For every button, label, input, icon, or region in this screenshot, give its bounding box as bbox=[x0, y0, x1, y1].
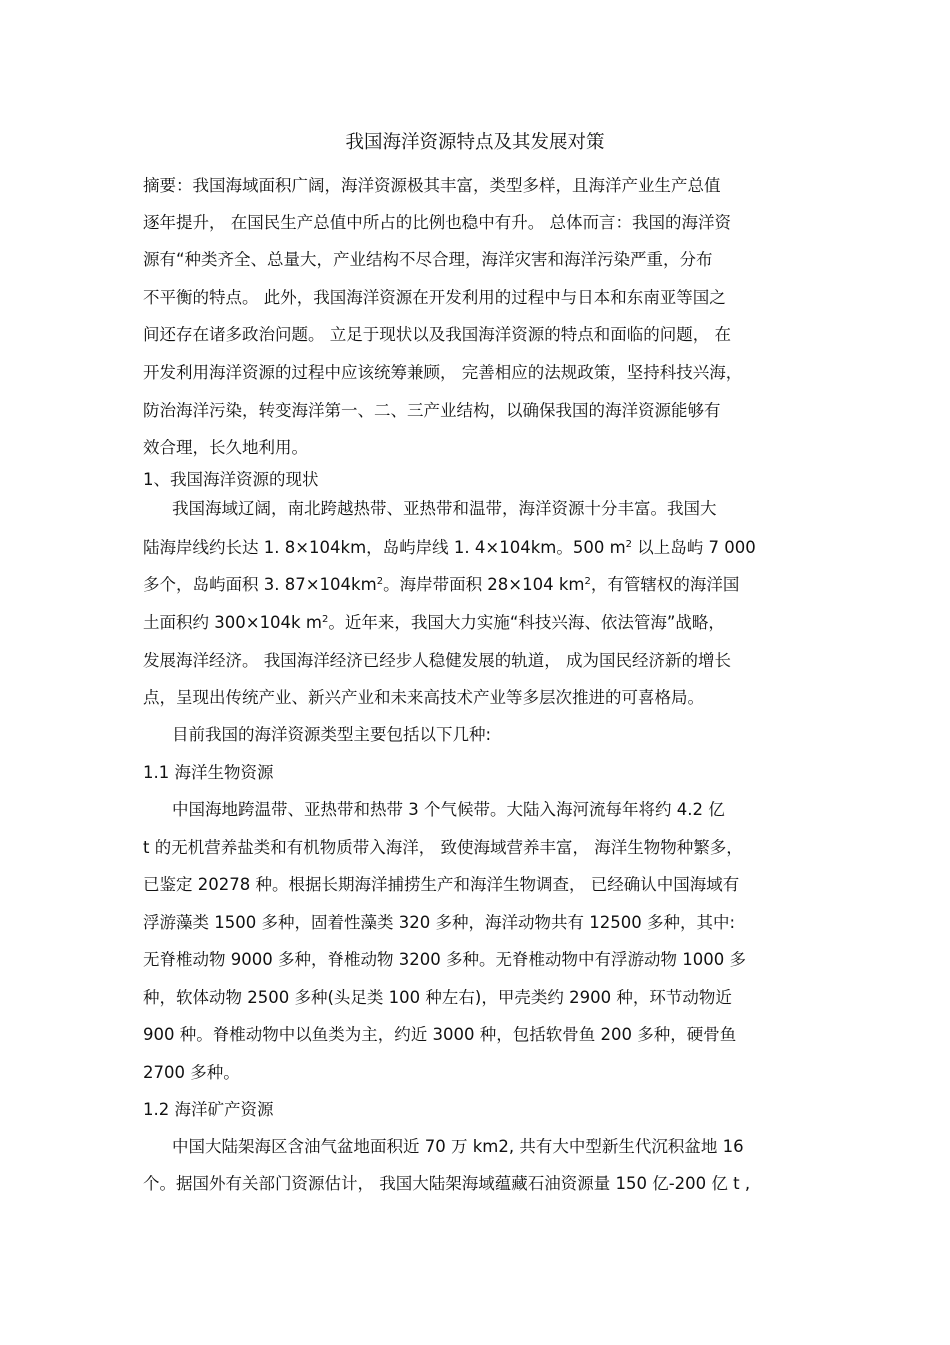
paragraph-line: 中国海地跨温带、亚热带和热带 3 个气候带。大陆入海河流每年将约 4.2 亿 bbox=[172, 800, 725, 819]
abstract-line: 防治海洋污染，转变海洋第一、二、三产业结构，以确保我国的海洋资源能够有 bbox=[143, 401, 721, 420]
paragraph-line: 无脊椎动物 9000 多种，脊椎动物 3200 多种。无脊椎动物中有浮游动物 1000 多 bbox=[143, 950, 746, 969]
paragraph-line: 土面积约 300×104k $m^2$。近年来，我国大力实施“科技兴海、依法管海”战略， bbox=[143, 613, 725, 632]
abstract-line: 开发利用海洋资源的过程中应该统筹兼顾， 完善相应的法规政策，坚持科技兴海， bbox=[143, 363, 743, 382]
paragraph-line: 我国海域辽阔，南北跨越热带、亚热带和温带，海洋资源十分丰富。我国大 bbox=[172, 499, 717, 518]
paragraph-line: t 的无机营养盐类和有机物质带入海洋， 致使海域营养丰富， 海洋生物物种繁多， bbox=[143, 838, 743, 857]
paragraph-line: 点，呈现出传统产业、新兴产业和未来高技术产业等多层次推进的可喜格局。 bbox=[143, 688, 704, 707]
paragraph-line: 发展海洋经济。 我国海洋经济已经步人稳健发展的轨道， 成为国民经济新的增长 bbox=[143, 651, 731, 670]
subsection-heading: 1.1 海洋生物资源 bbox=[143, 763, 274, 782]
abstract-line: 间还存在诸多政治问题。 立足于现状以及我国海洋资源的特点和面临的问题， 在 bbox=[143, 325, 731, 344]
superscript: 2 bbox=[625, 539, 633, 550]
paragraph-line: 目前我国的海洋资源类型主要包括以下几种: bbox=[172, 725, 492, 744]
abstract-line: 摘要：我国海域面积广阔，海洋资源极其丰富，类型多样，且海洋产业生产总值 bbox=[143, 176, 721, 195]
paragraph-line: 900 种。脊椎动物中以鱼类为主，约近 3000 种，包括软骨鱼 200 多种，硬骨鱼 bbox=[143, 1025, 737, 1044]
paragraph-line: 已鉴定 20278 种。根据长期海洋捕捞生产和海洋生物调查， 已经确认中国海域有 bbox=[143, 875, 740, 894]
superscript: 2 bbox=[376, 576, 384, 587]
subsection-heading: 1.2 海洋矿产资源 bbox=[143, 1100, 274, 1119]
superscript: 2 bbox=[584, 576, 591, 587]
section-heading: 1、我国海洋资源的现状 bbox=[143, 470, 319, 489]
paragraph-line: 陆海岸线约长达 1. 8×104km，岛屿岸线 1. 4×104km。500 $m^2$ 以上岛屿 7 000 bbox=[143, 538, 756, 557]
paragraph-line: 2700 多种。 bbox=[143, 1063, 240, 1082]
paragraph-line: 种，软体动物 2500 多种(头足类 100 种左右)，甲壳类约 2900 种，环节动物近 bbox=[143, 988, 732, 1007]
abstract-line: 逐年提升， 在国民生产总值中所占的比例也稳中有升。 总体而言：我国的海洋资 bbox=[143, 213, 731, 232]
abstract-line: 效合理，长久地利用。 bbox=[143, 438, 308, 457]
paragraph-line: 个。据国外有关部门资源估计， 我国大陆架海域蕴藏石油资源量 150 亿-200 亿 t , bbox=[143, 1174, 751, 1193]
paragraph-line: 浮游藻类 1500 多种，固着性藻类 320 多种，海洋动物共有 12500 多种，其中: bbox=[143, 913, 736, 932]
paragraph-line: 多个，岛屿面积 3. $87\times 104km^2$。海岸带面积 28×104 $km^2$，有管辖权的海洋国 bbox=[143, 575, 740, 594]
abstract-line: 源有“种类齐全、总量大，产业结构不尽合理，海洋灾害和海洋污染严重，分布 bbox=[143, 250, 713, 269]
superscript: 2 bbox=[321, 614, 329, 625]
document-title: 我国海洋资源特点及其发展对策 bbox=[345, 132, 605, 153]
paragraph-line: 中国大陆架海区含油气盆地面积近 70 万 km2, 共有大中型新生代沉积盆地 16 bbox=[172, 1137, 744, 1156]
abstract-line: 不平衡的特点。 此外，我国海洋资源在开发利用的过程中与日本和东南亚等国之 bbox=[143, 288, 726, 307]
